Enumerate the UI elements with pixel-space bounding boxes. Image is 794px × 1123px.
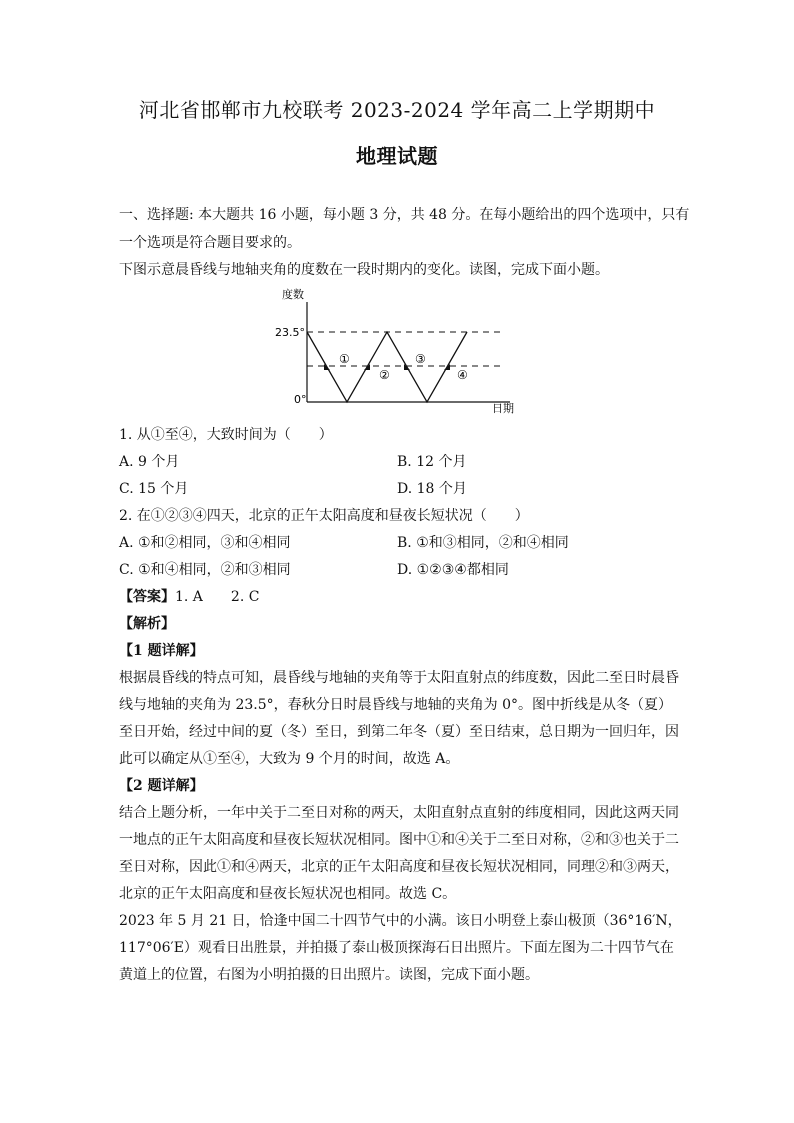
q1-stem: 1. 从①至④，大致时间为（ ） [119,427,333,443]
q1-option-c: C. 15 个月 [119,481,189,497]
y-tick-low: 0° [294,393,307,406]
intro-line2: 一个选项是符合题目要求的。 [119,235,301,251]
q2-option-b: B. ①和③相同，②和④相同 [397,535,569,551]
analysis-label: 【解析】 [119,616,175,632]
marker-label: ④ [457,368,468,382]
series-arrow-marker [404,364,410,370]
analysis-p2-line: 北京的正午太阳高度和昼夜长短状况也相同。故选 C。 [119,886,457,902]
analysis-sub1: 【1 题详解】 [119,643,204,659]
answer-line [119,587,259,607]
analysis-p1-line: 此可以确定从①至④，大致为 9 个月的时间，故选 A。 [119,751,460,767]
answer-text: 1. A 2. C [175,589,260,605]
analysis-p2-line: 结合上题分析，一年中关于二至日对称的两天，太阳直射点直射的纬度相同，因此这两天同 [119,805,679,821]
marker-label: ③ [415,352,426,366]
q2-option-c: C. ①和④相同，②和③相同 [119,562,291,578]
intro-line1: 一、选择题: 本大题共 16 小题，每小题 3 分，共 48 分。在每小题给出的四个选项中，只有 [119,207,690,223]
next-intro-line: 2023 年 5 月 21 日，恰逢中国二十四节气中的小满。该日小明登上泰山极顶（36°16′N， [119,913,682,929]
q2-option-d: D. ①②③④都相同 [397,562,509,578]
marker-label: ① [339,352,350,366]
q2-stem: 2. 在①②③④四天，北京的正午太阳高度和昼夜长短状况（ ） [119,508,529,524]
next-intro-line: 黄道上的位置，右图为小明拍摄的日出照片。读图，完成下面小题。 [119,967,539,983]
q1-option-d: D. 18 个月 [397,481,467,497]
doc-title-line2: 地理试题 [356,144,438,168]
analysis-sub2: 【2 题详解】 [119,778,204,794]
series-arrow-marker [364,364,370,370]
analysis-p2-line: 一地点的正午太阳高度和昼夜长短状况相同。图中①和④关于二至日对称，②和③也关于二 [119,832,679,848]
q1-option-a: A. 9 个月 [119,454,180,470]
series-line [307,332,467,402]
y-axis-label: 度数 [282,288,304,301]
analysis-p1-line: 至日开始，经过中间的夏（冬）至日，到第二年冬（夏）至日结束，总日期为一回归年，因 [119,724,679,740]
marker-group [324,352,468,382]
analysis-p1-line: 根据晨昏线的特点可知，晨昏线与地轴的夹角等于太阳直射点的纬度数，因此二至日时晨昏 [119,670,679,686]
x-axis-label: 日期 [492,402,514,415]
y-tick-high: 23.5° [275,326,305,339]
doc-title-line1: 河北省邯郸市九校联考 2023-2024 学年高二上学期期中 [138,98,656,122]
terminator-angle-chart [270,284,530,416]
next-intro-line: 117°06′E）观看日出胜景，并拍摄了泰山极顶探海石日出照片。下面左图为二十四节气在 [119,940,674,956]
series-arrow-marker [444,364,450,370]
answer-label: 【答案】 [119,589,175,605]
intro-line3: 下图示意晨昏线与地轴夹角的度数在一段时期内的变化。读图，完成下面小题。 [119,262,609,278]
series-arrow-marker [324,364,330,370]
marker-label: ② [379,368,390,382]
analysis-p2-line: 至日对称，因此①和④两天，北京的正午太阳高度和昼夜长短状况相同，同理②和③两天， [119,859,679,875]
q2-option-a: A. ①和②相同，③和④相同 [119,535,291,551]
q1-option-b: B. 12 个月 [397,454,467,470]
analysis-p1-line: 线与地轴的夹角为 23.5°，春秋分日时晨昏线与地轴的夹角为 0°。图中折线是从冬（夏） [119,697,672,713]
